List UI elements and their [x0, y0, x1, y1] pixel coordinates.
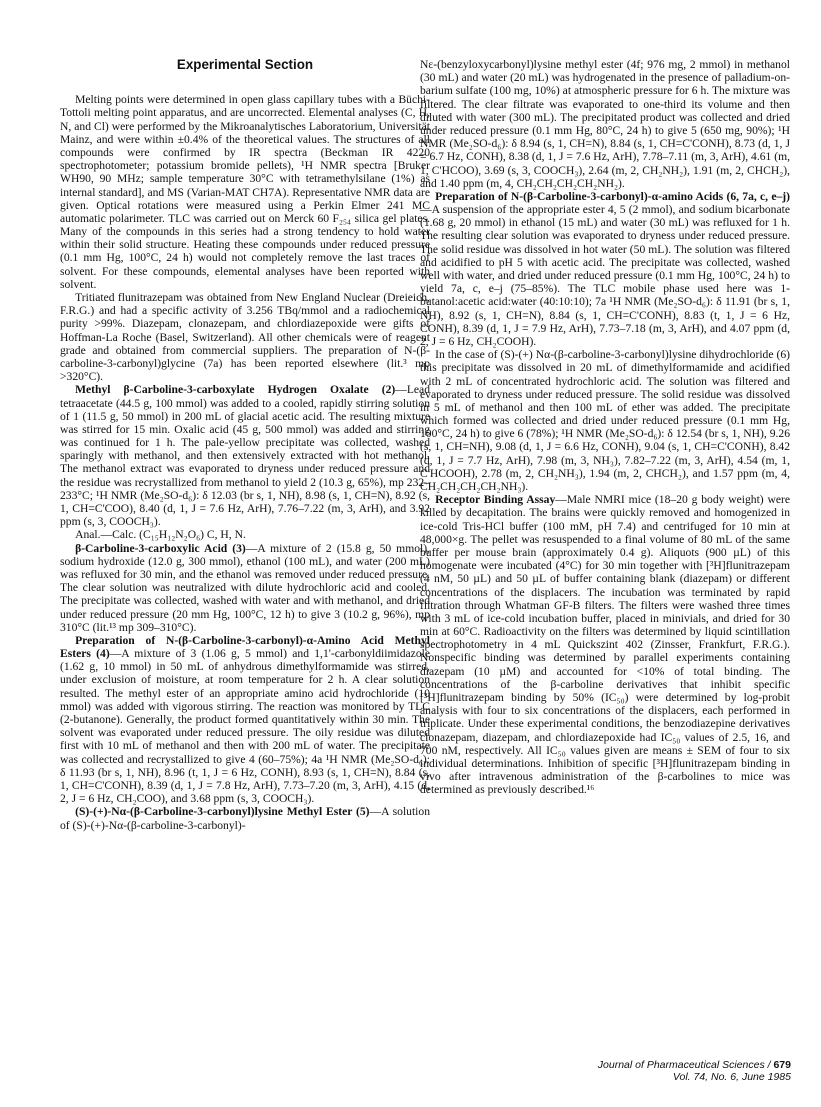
paragraph-materials: [60, 291, 430, 383]
paragraph-text: Anal.—Calc. (C₁₅H₁₂N₂O₆) C, H, N.: [75, 528, 246, 542]
paragraph-compound-6: [420, 348, 790, 493]
paragraph-text: In the case of (S)-(+) Nα-(β-carboline-3-carbonyl)lysine dihydrochloride (6) this precipitate was dissolved in 20 mL of dimethylformamide and acidified with 2 mL of concentrated hydrochloric acid. The solution was filtered and evaporated to dryness under reduced pressure. The solid residue was dissolved in 5 mL of methanol and then 100 mL of ether was added. The precipitate which formed was collected and dried under reduced pressure (0.1 mm Hg, 100°C, 24 h) to give 6 (78%); ¹H NMR (Me₂SO-d₆): δ 12.54 (br s, 1, NH), 9.26 (s, 1, CH=NH), 9.08 (d, 1, J = 6.6 Hz, CONH), 9.04 (s, 1, CH=C'CONH), 8.42 (d, 1, J = 7.7 Hz, ArH), 7.98 (m, 3, NH₃), 7.82–7.22 (m, 3, ArH), 4.54 (m, 1, C'HCOOH), 2.78 (m, 2, CH₂NH₃), 1.94 (m, 2, CHCH₂), and 1.57 ppm (m, 4, CH₂CH₂CH₂CH₂NH₃).: [420, 348, 790, 493]
paragraph-text: —Male NMRI mice (18–20 g body weight) were killed by decapitation. The brains were quickly removed and homogenized in ice-cold Tris-HCl buffer (100 mM, pH 7.4) and centrifuged for 10 min at 48,000×g. The pellet was resuspended to a final volume of 80 mL of the same buffer per mouse brain (approximately 0.4 g). Aliquots (900 µL) of this homogenate were incubated (4°C) for 30 min together with [³H]flunitrazepam (4 nM, 50 µL) and 50 µL of buffer containing blank (diazepam) or different concentrations of the displacers. The incubation was terminated by rapid filtration through Whatman GF-B filters. The filters were washed three times with 3 mL of ice-cold incubation buffer, placed in minivials, and dried for 30 min at 60°C. Radioactivity on the filters was determined by liquid scintillation spectrophotometry in 4 mL Quickszint 402 (Zinsser, Frankfurt, F.R.G.). Nonspecific binding was determined by parallel experiments containing diazepam (10 µM) and accounted for <10% of total binding. The concentrations of the β-carboline derivatives that inhibit specific [³H]flunitrazepam binding by 50% (IC₅₀) were determined by log-probit analysis with four to six concentrations of the displacers, each performed in triplicate. Under these experimental conditions, the benzodiazepine derivatives clonazepam, diazepam, and chlordiazepoxide had IC₅₀ values of 2.5, 16, and 700 nM, respectively. All IC₅₀ values given are means ± SEM of four to six individual determinations. Inhibition of specific [³H]flunitrazepam binding in vivo after intravenous administration of the β-carbolines to mice was determined as previously described.¹⁶: [420, 493, 790, 797]
paragraph-compound-2: [60, 383, 430, 528]
paragraph-amino-acids: [420, 190, 790, 348]
paragraph-text: —A solution of (S)-(+)-Nα-(β-carboline-3-carbonyl)-: [60, 805, 430, 832]
paragraph-text: Tritiated flunitrazepam was obtained from New England Nuclear (Dreieich, F.R.G.) and had a specific activity of 3.256 TBq/mmol and a radiochemical purity >99%. Diazepam, clonazepam, and chlordiazepoxide were gifts of Hoffman-La Roche (Basel, Switzerland). All other chemicals were of reagent grade and obtained from commercial suppliers. The preparation of N-(β-carboline-3-carbonyl)glycine (7a) has been reported elsewhere (lit.³ mp >320°C).: [60, 291, 430, 384]
paragraph-run-in-heading: Preparation of N-(β-Carboline-3-carbonyl)-α-amino Acids (6, 7a, c, e–j): [435, 189, 790, 203]
paragraph-binding-assay: [420, 493, 790, 796]
page-footer: [598, 1059, 791, 1084]
paragraph-general-methods: [60, 93, 430, 291]
paragraph-text: —Lead tetraacetate (44.5 g, 100 mmol) was added to a cooled, rapidly stirring solution of 1 (11.5 g, 50 mmol) in 200 mL of glacial acetic acid. The resulting mixture was stirred for 15 min. Oxalic acid (45 g, 500 mmol) was added and stirring was continued for 1 h. The pale-yellow precipitate was collected, washed sparingly with methanol, and then extensively extracted with hot methanol. The methanol extract was evaporated to dryness under reduced pressure and the residue was recrystallized from methanol to yield 2 (10.3 g, 65%), mp 232–233°C; ¹H NMR (Me₂SO-d₆): δ 12.03 (br s, 1, NH), 8.98 (s, 1, CH=N), 8.92 (s, 1, CH=C'COO), 8.40 (d, 1, J = 7.6 Hz, ArH), 7.76–7.22 (m, 3, ArH), and 3.92 ppm (s, 3, COOCH₃).: [60, 383, 430, 529]
page-number: 679: [773, 1059, 791, 1071]
paragraph-compound-5-continued: [420, 58, 790, 190]
paragraph-text: —A mixture of 3 (1.06 g, 5 mmol) and 1,1'-carbonyldiimidazole (1.62 g, 10 mmol) in 50 mL of anhydrous dimethylformamide was stirred, under exclusion of moisture, at room temperature for 2 h. A clear solution resulted. The methyl ester of an appropriate amino acid hydrochloride (10 mmol) was added with vigorous stirring. The reaction was monitored by TLC (2-butanone). Generally, the product formed quantitatively within 30 min. The solvent was evaporated under reduced pressure. The oily residue was diluted first with 10 mL of methanol and then with 200 mL of water. The precipitate was collected and recrystallized to give 4 (60–75%); 4a ¹H NMR (Me₂SO-d₆): δ 11.93 (br s, 1, NH), 8.96 (t, 1, J = 6 Hz, CONH), 8.93 (s, 1, CH=N), 8.84 (s, 1, CH=C'CONH), 8.39 (d, 1, J = 7.8 Hz, ArH), 7.73–7.20 (m, 3, ArH), 4.15 (d, 2, J = 6 Hz, CH₂COO), and 3.68 ppm (s, 3, COOCH₃).: [60, 647, 430, 806]
paragraph-text: Melting points were determined in open glass capillary tubes with a Büchi-Tottoli melting point apparatus, and are uncorrected. Elemental analyses (C, H, N, and Cl) were performed by the Mikroanalytisches Laboratorium, Universität Mainz, and were within ±0.4% of the theoretical values. The structures of all compounds were confirmed by IR spectra (Beckman IR 4220 spectrophotometer; potassium bromide pellets), ¹H NMR spectra [Bruker WH90, 90 MHz; sample temperature 30°C with tetramethylsilane (1%) as internal standard], and MS (Varian-MAT CH7A). Representative NMR data are given. Optical rotations were measured using a Perkin Elmer 241 MC automatic polarimeter. TLC was carried out on Merck 60 F₂₅₄ silica gel plates. Many of the compounds in this series had a strong tendency to hold water within their solid structure. Heating these compounds under reduced pressure (0.1 mm Hg, 100°C, 24 h) would not completely remove the last traces of solvent. For these compounds, elemental analyses have been reported with solvent.: [60, 93, 430, 291]
paragraph-compound-5: [60, 805, 430, 831]
paragraph-esters-4: [60, 634, 430, 805]
paragraph-run-in-heading: β-Carboline-3-carboxylic Acid (3): [75, 541, 246, 555]
paragraph-text: Nε-(benzyloxycarbonyl)lysine methyl ester (4f; 976 mg, 2 mmol) in methanol (30 mL) and water (20 mL) was hydrogenated in the presence of palladium-on-barium sulfate (100 mg, 10%) at atmospheric pressure for 6 h. The mixture was filtered. The clear filtrate was evaporated to one-third its volume and then diluted with water (300 mL). The precipitated product was collected and dried under reduced pressure (0.1 mm Hg, 80°C, 24 h) to give 5 (650 mg, 90%); ¹H NMR (Me₂SO-d₆): δ 8.94 (s, 1, CH=N), 8.84 (s, 1, CH=C'CONH), 8.73 (d, 1, J = 6.7 Hz, CONH), 8.38 (d, 1, J = 7.6 Hz, ArH), 7.78–7.11 (m, 3, ArH), 4.61 (m, 1, C'HCOO), 3.69 (s, 3, COOCH₃), 2.64 (m, 2, CH₂NH₂), 1.91 (m, 2, CHCH₂), and 1.40 ppm (m, 4, CH₂CH₂CH₂CH₂NH₂).: [420, 58, 790, 190]
journal-name: Journal of Pharmaceutical Sciences /: [597, 1059, 774, 1071]
paragraph-text: —A suspension of the appropriate ester 4, 5 (2 mmol), and sodium bicarbonate (1.68 g, 20 mmol) in ethanol (15 mL) and water (30 mL) was refluxed for 1 h. The resulting clear solution was evaporated to dryness under reduced pressure. The solid residue was dissolved in hot water (50 mL). The solution was filtered and acidified to pH 5 with acetic acid. The precipitate was collected, washed well with water, and dried under reduced pressure (0.1 mm Hg, 100°C, 24 h) to yield 7a, c, e–j (75–85%). The TLC mobile phase used here was 1-butanol:acetic acid:water (40:10:10); 7a ¹H NMR (Me₂SO-d₆): δ 11.91 (br s, 1, NH), 8.92 (s, 1, CH=N), 8.84 (s, 1, CH=C'CONH), 8.83 (t, 1, J = 6 Hz, CONH), 8.39 (d, 1, J = 7.9 Hz, ArH), 7.73–7.18 (m, 3, ArH), and 4.07 ppm (d, 2, J = 6 Hz, CH₂COOH).: [420, 203, 790, 348]
paragraph-compound-3: [60, 542, 430, 634]
paragraph-run-in-heading: Receptor Binding Assay: [435, 493, 556, 507]
footer-issue: Vol. 74, No. 6, June 1985: [672, 1071, 791, 1084]
footer-journal-line: [598, 1059, 791, 1071]
paragraph-analysis: [60, 528, 430, 541]
section-heading: Experimental Section: [176, 57, 314, 72]
paragraph-run-in-heading: Preparation of N-(β-Carboline-3-carbonyl)-α-Amino Acid Methyl Esters (4): [60, 633, 430, 661]
paragraph-run-in-heading: Methyl β-Carboline-3-carboxylate Hydrogen Oxalate (2): [75, 383, 396, 397]
paragraph-text: —A mixture of 2 (15.8 g, 50 mmol), sodium hydroxide (12.0 g, 300 mmol), ethanol (100 mL), and water (200 mL) was refluxed for 30 min, and the ethanol was removed under reduced pressure. The clear solution was neutralized with dilute hydrochloric acid and cooled. The precipitate was collected, washed with water and with methanol, and dried under reduced pressure (20 mm Hg, 100°C, 12 h) to give 3 (10.2 g, 96%), mp 310°C (lit.¹³ mp 309–310°C).: [60, 541, 430, 634]
paragraph-run-in-heading: (S)-(+)-Nα-(β-Carboline-3-carbonyl)lysine Methyl Ester (5): [75, 805, 370, 819]
left-column: [60, 58, 430, 832]
right-column: [420, 58, 790, 797]
